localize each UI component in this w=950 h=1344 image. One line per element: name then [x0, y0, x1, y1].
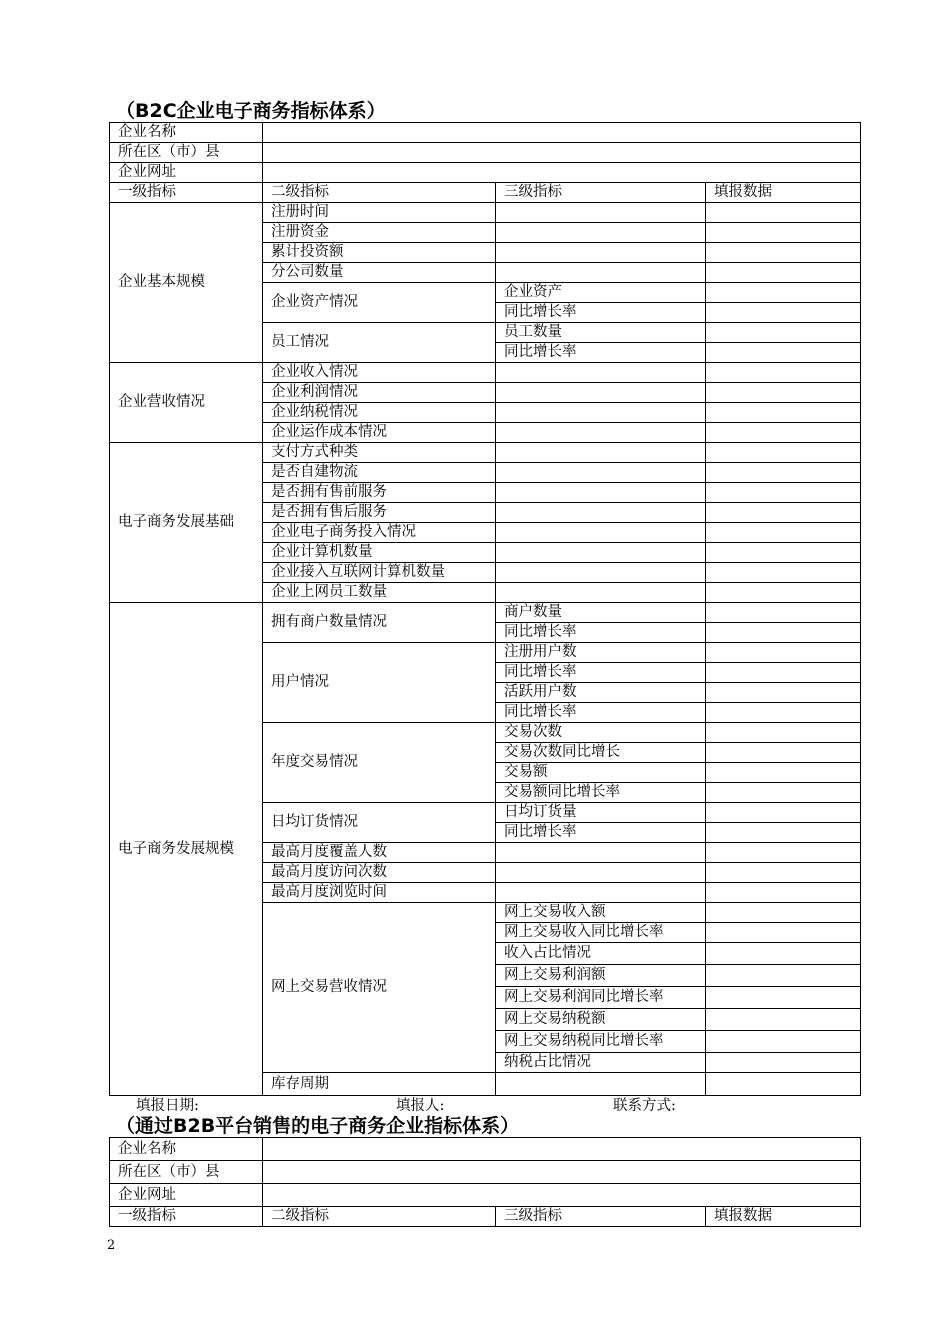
data-field[interactable] — [706, 803, 861, 823]
level3-item: 同比增长率 — [496, 823, 706, 843]
data-field[interactable] — [706, 1073, 861, 1096]
level2-item: 年度交易情况 — [263, 723, 496, 803]
data-field[interactable] — [706, 323, 861, 343]
table-row — [110, 1184, 861, 1207]
data-field[interactable] — [706, 1009, 861, 1031]
col-header-data: 填报数据 — [706, 183, 861, 203]
data-field[interactable] — [706, 683, 861, 703]
contact-label: 联系方式: — [613, 1098, 676, 1114]
table-row — [110, 143, 861, 163]
district-label: 所在区（市）县 — [110, 143, 263, 163]
level2-item: 是否拥有售后服务 — [263, 503, 496, 523]
level3-cell — [496, 883, 706, 903]
data-field[interactable] — [706, 203, 861, 223]
level3-item: 同比增长率 — [496, 663, 706, 683]
level3-item: 网上交易纳税额 — [496, 1009, 706, 1031]
table-row — [110, 443, 861, 463]
level2-item: 员工情况 — [263, 323, 496, 363]
level3-cell — [496, 523, 706, 543]
level3-item: 收入占比情况 — [496, 943, 706, 965]
level3-item: 同比增长率 — [496, 623, 706, 643]
level2-item: 企业资产情况 — [263, 283, 496, 323]
data-field[interactable] — [706, 603, 861, 623]
level2-item: 企业接入互联网计算机数量 — [263, 563, 496, 583]
table-row — [110, 1161, 861, 1184]
level2-item: 企业利润情况 — [263, 383, 496, 403]
data-field[interactable] — [706, 563, 861, 583]
group-ec-foundation: 电子商务发展基础 — [110, 443, 263, 603]
level3-cell — [496, 383, 706, 403]
level2-item: 拥有商户数量情况 — [263, 603, 496, 643]
level3-item: 网上交易利润同比增长率 — [496, 987, 706, 1009]
website-label: 企业网址 — [110, 163, 263, 183]
level2-item: 是否自建物流 — [263, 463, 496, 483]
data-field[interactable] — [706, 483, 861, 503]
data-field[interactable] — [706, 283, 861, 303]
level3-item: 同比增长率 — [496, 343, 706, 363]
fill-date-label: 填报日期: — [136, 1098, 199, 1114]
company-name-field[interactable] — [263, 123, 861, 143]
level3-cell — [496, 443, 706, 463]
district-label: 所在区（市）县 — [110, 1161, 263, 1184]
level2-item: 企业电子商务投入情况 — [263, 523, 496, 543]
data-field[interactable] — [706, 1053, 861, 1073]
data-field[interactable] — [706, 383, 861, 403]
table-header-row — [110, 1207, 861, 1227]
data-field[interactable] — [706, 503, 861, 523]
table-row — [110, 603, 861, 623]
level3-cell — [496, 503, 706, 523]
level2-item: 注册时间 — [263, 203, 496, 223]
data-field[interactable] — [706, 663, 861, 683]
level3-item: 网上交易收入同比增长率 — [496, 923, 706, 943]
level3-cell — [496, 363, 706, 383]
col-header-level2: 二级指标 — [263, 183, 496, 203]
level3-cell — [496, 223, 706, 243]
col-header-level3: 三级指标 — [496, 183, 706, 203]
data-field[interactable] — [706, 363, 861, 383]
district-field[interactable] — [263, 143, 861, 163]
level2-item: 累计投资额 — [263, 243, 496, 263]
data-field[interactable] — [706, 263, 861, 283]
data-field[interactable] — [706, 403, 861, 423]
level2-item: 最高月度访问次数 — [263, 863, 496, 883]
b2b-section-title: （通过B2B平台销售的电子商务企业指标体系） — [116, 1115, 520, 1137]
level3-item: 员工数量 — [496, 323, 706, 343]
level3-cell — [496, 423, 706, 443]
website-field[interactable] — [263, 1184, 861, 1207]
level2-item: 分公司数量 — [263, 263, 496, 283]
level3-cell — [496, 563, 706, 583]
level2-item: 网上交易营收情况 — [263, 903, 496, 1073]
district-field[interactable] — [263, 1161, 861, 1184]
b2c-section-title: （B2C企业电子商务指标体系） — [116, 100, 386, 122]
level2-item: 注册资金 — [263, 223, 496, 243]
level3-item: 网上交易纳税同比增长率 — [496, 1031, 706, 1053]
level2-item: 企业上网员工数量 — [263, 583, 496, 603]
company-name-label: 企业名称 — [110, 123, 263, 143]
col-header-data: 填报数据 — [706, 1207, 861, 1227]
table-row — [110, 163, 861, 183]
table-row — [110, 123, 861, 143]
data-field[interactable] — [706, 523, 861, 543]
data-field[interactable] — [706, 903, 861, 923]
table-header-row — [110, 183, 861, 203]
level3-item: 企业资产 — [496, 283, 706, 303]
level3-item: 网上交易利润额 — [496, 965, 706, 987]
level3-item: 纳税占比情况 — [496, 1053, 706, 1073]
col-header-level3: 三级指标 — [496, 1207, 706, 1227]
level2-item: 企业计算机数量 — [263, 543, 496, 563]
data-field[interactable] — [706, 783, 861, 803]
level2-item: 用户情况 — [263, 643, 496, 723]
level3-item: 商户数量 — [496, 603, 706, 623]
data-field[interactable] — [706, 223, 861, 243]
level3-cell — [496, 863, 706, 883]
data-field[interactable] — [706, 943, 861, 965]
data-field[interactable] — [706, 303, 861, 323]
level2-item: 是否拥有售前服务 — [263, 483, 496, 503]
level3-item: 交易额 — [496, 763, 706, 783]
data-field[interactable] — [706, 965, 861, 987]
data-field[interactable] — [706, 423, 861, 443]
level3-cell — [496, 543, 706, 563]
group-basic-scale: 企业基本规模 — [110, 203, 263, 363]
level3-item: 同比增长率 — [496, 703, 706, 723]
level2-item: 企业运作成本情况 — [263, 423, 496, 443]
level2-item: 企业收入情况 — [263, 363, 496, 383]
data-field[interactable] — [706, 623, 861, 643]
data-field[interactable] — [706, 987, 861, 1009]
data-field[interactable] — [706, 1031, 861, 1053]
level2-item: 支付方式种类 — [263, 443, 496, 463]
group-revenue: 企业营收情况 — [110, 363, 263, 443]
level3-item: 日均订货量 — [496, 803, 706, 823]
data-field[interactable] — [706, 883, 861, 903]
group-ec-scale: 电子商务发展规模 — [110, 603, 263, 1096]
data-field[interactable] — [706, 343, 861, 363]
col-header-level1: 一级指标 — [110, 1207, 263, 1227]
level3-cell — [496, 403, 706, 423]
data-field[interactable] — [706, 843, 861, 863]
data-field[interactable] — [706, 823, 861, 843]
col-header-level1: 一级指标 — [110, 183, 263, 203]
data-field[interactable] — [706, 543, 861, 563]
level3-item: 活跃用户数 — [496, 683, 706, 703]
level2-item: 企业纳税情况 — [263, 403, 496, 423]
table-row — [110, 363, 861, 383]
data-field[interactable] — [706, 443, 861, 463]
data-field[interactable] — [706, 863, 861, 883]
level3-cell — [496, 583, 706, 603]
level3-item: 交易次数同比增长 — [496, 743, 706, 763]
level3-cell — [496, 243, 706, 263]
fill-person-label: 填报人: — [396, 1098, 445, 1114]
company-name-label: 企业名称 — [110, 1138, 263, 1161]
level3-item: 同比增长率 — [496, 303, 706, 323]
page-number: 2 — [107, 1238, 116, 1253]
level2-item: 最高月度覆盖人数 — [263, 843, 496, 863]
table-row — [110, 1138, 861, 1161]
data-field[interactable] — [706, 583, 861, 603]
level2-item: 日均订货情况 — [263, 803, 496, 843]
company-name-field[interactable] — [263, 1138, 861, 1161]
data-field[interactable] — [706, 763, 861, 783]
website-label: 企业网址 — [110, 1184, 263, 1207]
data-field[interactable] — [706, 743, 861, 763]
data-field[interactable] — [706, 243, 861, 263]
b2c-indicator-table — [109, 122, 861, 1096]
level3-cell — [496, 263, 706, 283]
level3-cell — [496, 483, 706, 503]
level3-cell — [496, 1073, 706, 1096]
website-field[interactable] — [263, 163, 861, 183]
level3-item: 交易次数 — [496, 723, 706, 743]
level2-item: 最高月度浏览时间 — [263, 883, 496, 903]
data-field[interactable] — [706, 703, 861, 723]
level2-item: 库存周期 — [263, 1073, 496, 1096]
level3-item: 交易额同比增长率 — [496, 783, 706, 803]
level3-cell — [496, 203, 706, 223]
level3-cell — [496, 843, 706, 863]
level3-cell — [496, 463, 706, 483]
b2b-indicator-table — [109, 1137, 861, 1227]
data-field[interactable] — [706, 463, 861, 483]
data-field[interactable] — [706, 643, 861, 663]
col-header-level2: 二级指标 — [263, 1207, 496, 1227]
level3-item: 网上交易收入额 — [496, 903, 706, 923]
data-field[interactable] — [706, 923, 861, 943]
data-field[interactable] — [706, 723, 861, 743]
table-row — [110, 203, 861, 223]
level3-item: 注册用户数 — [496, 643, 706, 663]
